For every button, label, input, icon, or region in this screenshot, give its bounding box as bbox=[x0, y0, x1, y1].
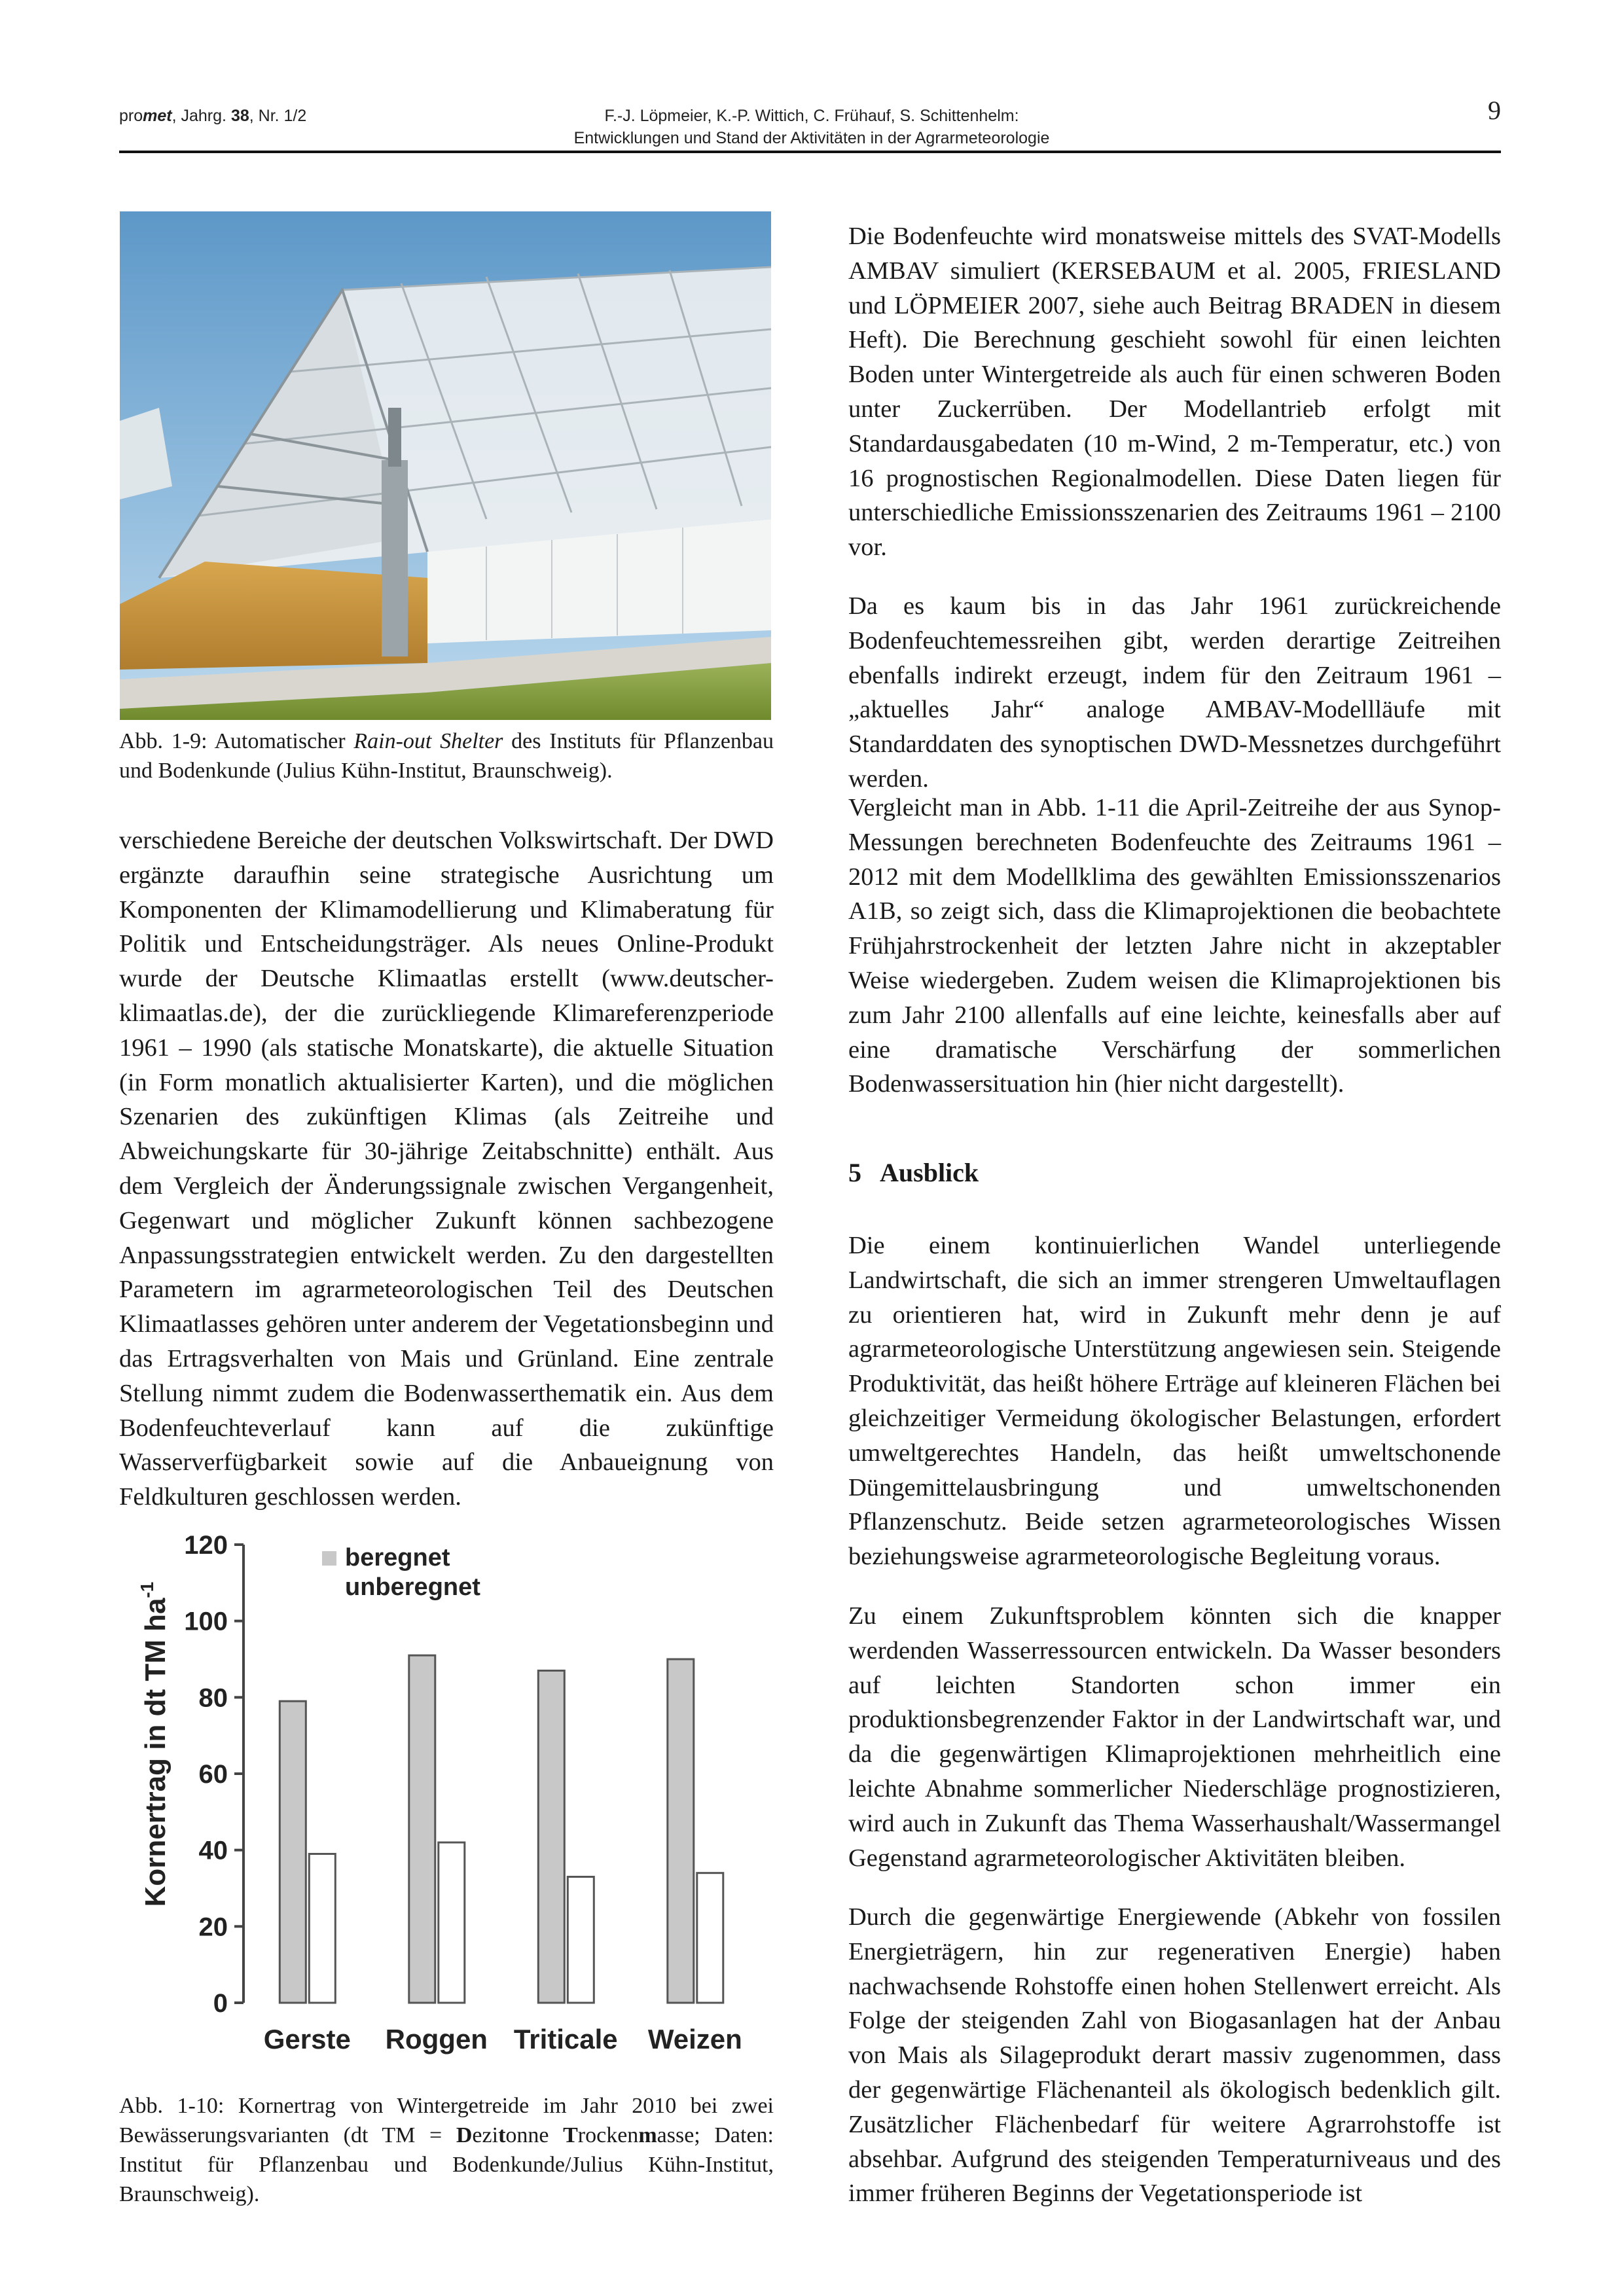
cap-onne: onne bbox=[505, 2123, 564, 2147]
chart-y-axis-label-sup: -1 bbox=[137, 1581, 157, 1598]
cap-ezi: ezi bbox=[472, 2123, 499, 2147]
chart-bar-beregnet bbox=[409, 1655, 435, 2003]
figure-1-9-caption bbox=[119, 726, 774, 785]
chart-bar-unberegnet bbox=[439, 1842, 465, 2003]
left-column-text bbox=[119, 823, 774, 1515]
chart-category-label: Weizen bbox=[647, 2024, 742, 2054]
right-column-text-a bbox=[848, 219, 1501, 565]
chart-bar-unberegnet bbox=[309, 1854, 335, 2003]
section-title: Ausblick bbox=[880, 1158, 979, 1187]
figure-1-9-caption-italic: Rain-out Shelter bbox=[353, 729, 503, 753]
legend-label-beregnet: beregnet bbox=[345, 1544, 450, 1571]
journal-name-pre: pro bbox=[119, 107, 143, 125]
chart-bar-beregnet bbox=[538, 1671, 564, 2003]
figure-1-10-caption bbox=[119, 2091, 774, 2209]
header-article-title: Entwicklungen und Stand der Aktivitäten in der Agrarmeteorologie bbox=[573, 129, 1050, 147]
chart-bar-unberegnet bbox=[568, 1877, 594, 2003]
figure-1-9-caption-post: des Instituts für Pflanzenbau und Bodenkunde (Julius Kühn-Institut, Braunschweig). bbox=[119, 729, 774, 783]
right-paragraph-1: Die Bodenfeuchte wird monatsweise mittels des SVAT-Modells AMBAV simuliert (KERSEBAUM et al. 2005, FRIESLAND und LÖPMEIER 2007, siehe auch Beitrag BRADEN in diesem Heft). Die Berechnung geschieht sowohl für einen leichten Boden unter Wintergetreide als auch für einen schweren Boden unter Zuckerrüben. Der Modellantrieb erfolgt mit Standardausgabedaten (10 m-Wind, 2 m-Temperatur, etc.) von 16 prognostischen Regionalmodellen. Diese Daten liegen für unterschiedliche Emissionsszenarien des Zeitraums 1961 – 2100 vor. bbox=[848, 223, 1501, 562]
right-paragraph-5: Zu einem Zukunftsproblem könnten sich die knapper werdenden Wasserressourcen entwickeln. Da Wasser besonders auf leichten Standorten schon immer ein produktionsbegrenzender Faktor in der Landwirtschaft war, und da die gegenwärtigen Klimaprojektionen mehrheitlich eine leichte Abnahme sommerlicher Niederschläge prognostizieren, wird auch in Zukunft das Thema Wasserhaushalt/Wassermangel Gegenstand agrarmeteorologischer Aktivitäten bleiben. bbox=[848, 1602, 1501, 1872]
journal-year-label: , Jahrg. bbox=[171, 107, 231, 125]
journal-volume: 38 bbox=[230, 107, 249, 125]
chart-y-tick-label: 80 bbox=[198, 1683, 228, 1713]
cap-letter-d: D bbox=[456, 2123, 473, 2147]
section-number: 5 bbox=[848, 1158, 861, 1187]
yield-chart-svg bbox=[119, 1525, 774, 2062]
figure-1-10-caption-1: Abb. 1-10: Kornertrag von Wintergetreide im Jahr 2010 bei zwei Bewässerungsvarianten (dt TM = bbox=[119, 2094, 774, 2147]
cap-rocken: rocken bbox=[577, 2123, 639, 2147]
header-authors: F.-J. Löpmeier, K.-P. Wittich, C. Frühauf, S. Schittenhelm: bbox=[604, 107, 1019, 125]
chart-legend bbox=[322, 1544, 480, 1601]
cap-letter-T: T bbox=[563, 2123, 578, 2147]
page-number: 9 bbox=[1488, 96, 1501, 125]
figure-1-10-caption-2: Daten: Institut für Pflanzenbau und Bodenkunde/Julius Kühn-Institut, Braunschweig). bbox=[119, 2123, 774, 2206]
chart-y-tick-label: 120 bbox=[184, 1531, 228, 1560]
journal-name-emphasis: met bbox=[143, 107, 172, 125]
chart-bar-beregnet bbox=[668, 1659, 694, 2003]
chart-y-axis-label-text: Kornertrag in dt TM ha bbox=[139, 1598, 171, 1907]
right-column-text-d bbox=[848, 1229, 1501, 1574]
chart-y-tick-label: 20 bbox=[198, 1912, 228, 1942]
chart-y-axis-label bbox=[137, 1582, 171, 1907]
left-paragraph-1: verschiedene Bereiche der deutschen Volkswirtschaft. Der DWD ergänzte daraufhin seine strategische Ausrichtung um Komponenten der Klimamodellierung und Klimaberatung für Politik und Entscheidungsträger. Als neues Online-Produkt wurde der Deutsche Klimaatlas erstellt (www.deutscher-klimaatlas.de), der die zurückliegende Klimareferenzperiode 1961 – 1990 (als statische Monatskarte), die aktuelle Situation (in Form monatlich aktualisierter Karten), und die möglichen Szenarien des zukünftigen Klimas (als Zeitreihe und Abweichungskarte für 30-jährige Zeitabschnitte) enthält. Aus dem Vergleich der Änderungssignale zwischen Vergangenheit, Gegenwart und möglicher Zukunft können sachbezogene Anpassungsstrategien entwickelt werden. Zu den dargestellten Parametern im agrarmeteorologischen Teil des Deutschen Klimaatlasses gehören unter anderem der Vegetationsbeginn und das Ertragsverhalten von Mais und Grünland. Eine zentrale Stellung nimmt zudem die Bodenwasserthematik ein. Aus dem Bodenfeuchteverlauf kann auf die zukünftige Wasserverfügbarkeit sowie auf die Anbaueignung von Feldkulturen geschlossen werden. bbox=[119, 827, 774, 1511]
chart-y-tick-label: 40 bbox=[198, 1836, 228, 1865]
chart-y-tick-label: 100 bbox=[184, 1607, 228, 1636]
right-column-text-f bbox=[848, 1900, 1501, 2211]
section-heading-ausblick bbox=[848, 1155, 979, 1191]
right-paragraph-6: Durch die gegenwärtige Energiewende (Abkehr von fossilen Energieträgern, hin zur regenerativen Energie) haben nachwachsende Rohstoffe einen hohen Stellenwert erreicht. Als Folge der steigenden Zahl von Biogasanlagen hat der Anbau von Mais als Silageprodukt derart massiv zugenommen, dass der gegenwärtige Flächenanteil als ökologisch bedenklich gilt. Zusätzlicher Flächenbedarf für weitere Agrarrohstoffe ist absehbar. Aufgrund des steigenden Temperaturniveaus und des immer früheren Beginns der Vegetationsperiode ist bbox=[848, 1903, 1501, 2208]
chart-category-label: Roggen bbox=[385, 2024, 488, 2054]
journal-issue: , Nr. 1/2 bbox=[249, 107, 307, 125]
figure-rain-out-shelter-photo bbox=[120, 211, 771, 720]
header-rule bbox=[119, 151, 1501, 153]
running-header-article bbox=[458, 105, 1165, 149]
legend-label-unberegnet: unberegnet bbox=[345, 1573, 480, 1601]
right-column-text-c bbox=[848, 791, 1501, 1102]
right-paragraph-2: Da es kaum bis in das Jahr 1961 zurückreichende Bodenfeuchtemessreihen gibt, werden derartige Zeitreihen ebenfalls indirekt erzeugt, indem für den Zeitraum 1961 – „aktuelles Jahr“ analoge AMBAV-Modellläufe mit Standarddaten des synoptischen DWD-Messnetzes durchgeführt werden. bbox=[848, 592, 1501, 793]
legend-swatch-unberegnet bbox=[322, 1581, 336, 1595]
running-header-journal bbox=[119, 105, 306, 127]
chart-y-tick-label: 60 bbox=[198, 1760, 228, 1789]
figure-1-9-caption-pre: Abb. 1-9: Automatischer bbox=[119, 729, 354, 753]
legend-swatch-beregnet bbox=[322, 1551, 336, 1566]
right-column-text-e bbox=[848, 1599, 1501, 1875]
chart-category-label: Triticale bbox=[513, 2024, 618, 2054]
chart-bar-beregnet bbox=[280, 1701, 306, 2003]
chart-bar-unberegnet bbox=[697, 1873, 723, 2003]
cap-asse: asse; bbox=[657, 2123, 700, 2147]
chart-category-label: Gerste bbox=[263, 2024, 351, 2054]
right-paragraph-3: Vergleicht man in Abb. 1-11 die April-Zeitreihe der aus Synop-Messungen berechneten Bodenfeuchte des Zeitraums 1961 – 2012 mit dem Modellklima des gewählten Emissionsszenarios A1B, so zeigt sich, dass die Klimaprojektionen die beobachtete Frühjahrstrockenheit der letzten Jahre nicht in akzeptabler Weise wiedergeben. Zudem weisen die Klimaprojektionen bis zum Jahr 2100 allenfalls auf eine leichte, keinesfalls aber auf eine dramatische Verschärfung der sommerlichen Bodenwassersituation hin (hier nicht dargestellt). bbox=[848, 794, 1501, 1098]
chart-y-tick-label: 0 bbox=[213, 1989, 228, 2018]
right-paragraph-4: Die einem kontinuierlichen Wandel unterliegende Landwirtschaft, die sich an immer strengeren Umweltauflagen zu orientieren hat, wird in Zukunft mehr denn je auf agrarmeteorologische Unterstützung angewiesen sein. Steigende Produktivität, das heißt höhere Erträge auf kleineren Flächen bei gleichzeitiger Vermeidung ökologischer Belastungen, erfordert umweltgerechtes Handeln, das heißt umweltschonende Düngemittelausbringung und umweltschonenden Pflanzenschutz. Beide setzen agrarmeteorologisches Wissen beziehungsweise agrarmeteorologische Begleitung voraus. bbox=[848, 1232, 1501, 1571]
cap-letter-m: m bbox=[638, 2123, 657, 2147]
figure-1-10-bar-chart bbox=[119, 1525, 774, 2062]
right-column-text-b bbox=[848, 589, 1501, 797]
cap-letter-t: t bbox=[498, 2123, 506, 2147]
